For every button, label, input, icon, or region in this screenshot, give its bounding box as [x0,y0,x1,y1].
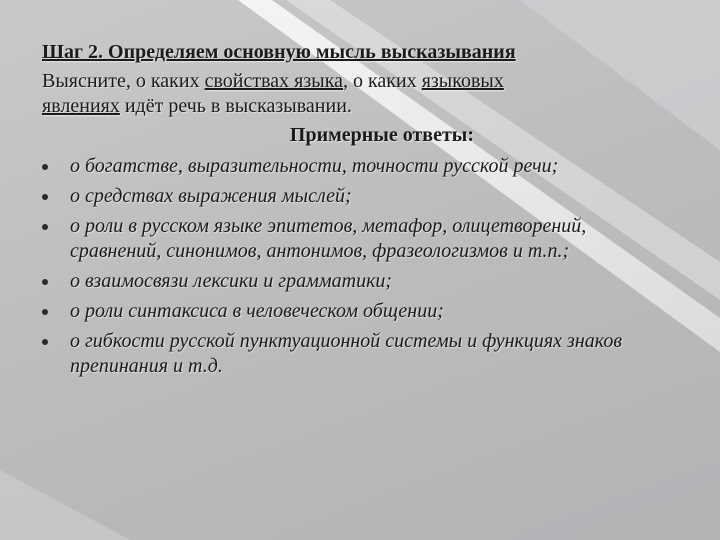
list-item [42,299,652,324]
list-item [42,154,652,179]
list-item [42,269,652,294]
answer-text: о взаимосвязи лексики и грамматики; [70,270,393,292]
bullet-icon [42,194,48,200]
answer-text: о богатстве, выразительности, точности русской речи; [70,155,559,177]
bullet-icon [42,164,48,170]
step-heading: Шаг 2. Определяем основную мысль высказывания [42,41,516,63]
task-link-properties: свойствах языка [204,70,343,92]
answer-text: о средствах выражения мыслей; [70,185,352,207]
answer-text: о гибкости русской пунктуационной системы и функциях знаков препинания и т.д. [70,330,623,377]
bullet-icon [42,279,48,285]
answers-list [42,154,682,379]
bullet-icon [42,309,48,315]
slide-content [42,40,682,384]
task-link-language: языковых [421,70,504,92]
task-text [42,69,682,119]
task-part-2: , о каких [342,70,422,92]
task-part-1: Выясните, о каких [42,70,205,92]
list-item [42,214,652,264]
list-item [42,184,652,209]
bullet-icon [42,224,48,230]
list-item [42,329,652,379]
bullet-icon [42,339,48,345]
task-part-3: идёт речь в высказывании. [119,95,352,117]
task-link-phenomena: явлениях [42,95,120,117]
answers-title: Примерные ответы: [289,124,475,146]
answer-text: о роли в русском языке эпитетов, метафор, олицетворений, сравнений, синонимов, антонимов, фразеологизмов и т.п.; [70,215,587,262]
answer-text: о роли синтаксиса в человеческом общении; [70,300,444,322]
